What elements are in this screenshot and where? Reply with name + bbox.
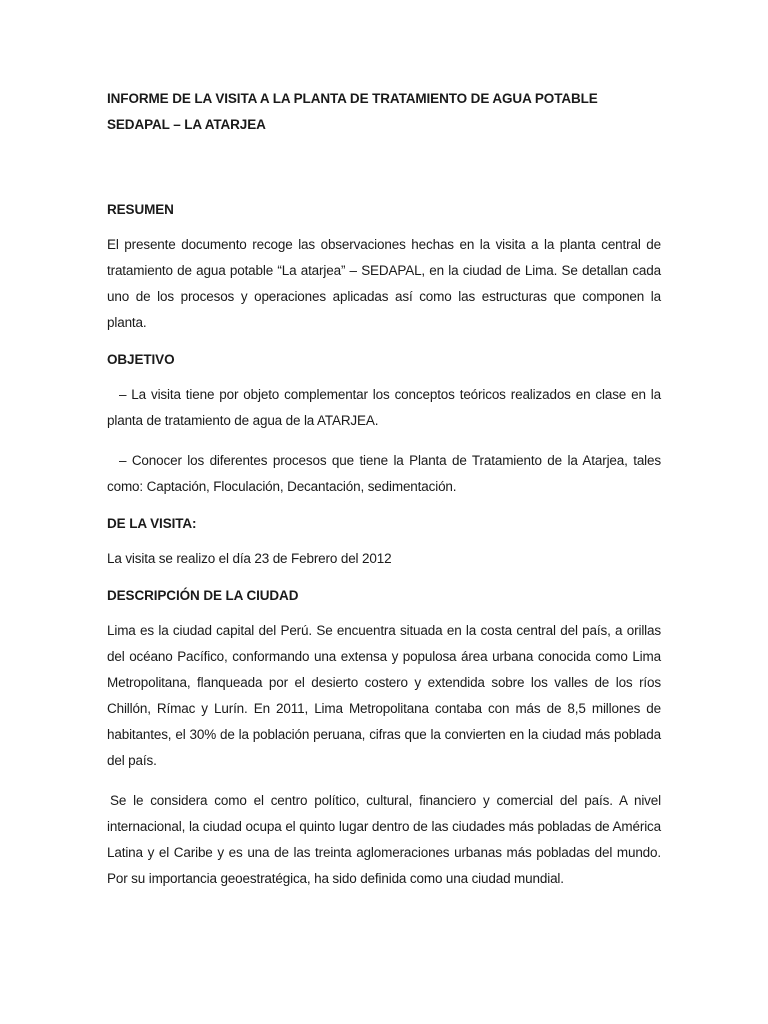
ciudad-paragraph-2: Se le considera como el centro político, cultural, financiero y comercial del país. A nivel internacional, la ciudad ocupa el quinto lugar dentro de las ciudades más pobladas de América Latina y el Caribe y es una de las treinta aglomeraciones urbanas más pobladas del mundo. Por su importancia geoestratégica, ha sido definida como una ciudad mundial. [107,793,661,886]
ciudad-paragraph-1: Lima es la ciudad capital del Perú. Se encuentra situada en la costa central del país, a orillas del océano Pacífico, conformando una extensa y populosa área urbana conocida como Lima Metropolitana, flanqueada por el desierto costero y extendida sobre los valles de los ríos Chillón, Rímac y Lurín. En 2011, Lima Metropolitana contaba con más de 8,5 millones de habitantes, el 30% de la población peruana, cifras que la convierten en la ciudad más poblada del país. [107,623,661,768]
visita-paragraph: La visita se realizo el día 23 de Febrero del 2012 [107,551,392,566]
resumen-paragraph: El presente documento recoge las observaciones hechas en la visita a la planta central de tratamiento de agua potable “La atarjea” – SEDAPAL, en la ciudad de Lima. Se detallan cada uno de los procesos y operaciones aplicadas así como las estructuras que componen la planta. [107,237,661,330]
section-heading-visita: DE LA VISITA: [107,516,197,531]
section-heading-resumen: RESUMEN [107,202,174,217]
objetivo-item-1: – La visita tiene por objeto complementar los conceptos teóricos realizados en clase en la planta de tratamiento de agua de la ATARJEA. [107,387,661,428]
section-visita [107,514,661,572]
document-title: INFORME DE LA VISITA A LA PLANTA DE TRATAMIENTO DE AGUA POTABLE SEDAPAL – LA ATARJEA [107,91,598,132]
section-objetivo [107,350,661,500]
section-heading-objetivo: OBJETIVO [107,352,175,367]
objetivo-item-2: – Conocer los diferentes procesos que tiene la Planta de Tratamiento de la Atarjea, tales como: Captación, Floculación, Decantación, sedimentación. [107,453,661,494]
section-ciudad [107,586,661,892]
section-heading-ciudad: DESCRIPCIÓN DE LA CIUDAD [107,588,299,603]
section-resumen [107,200,661,336]
